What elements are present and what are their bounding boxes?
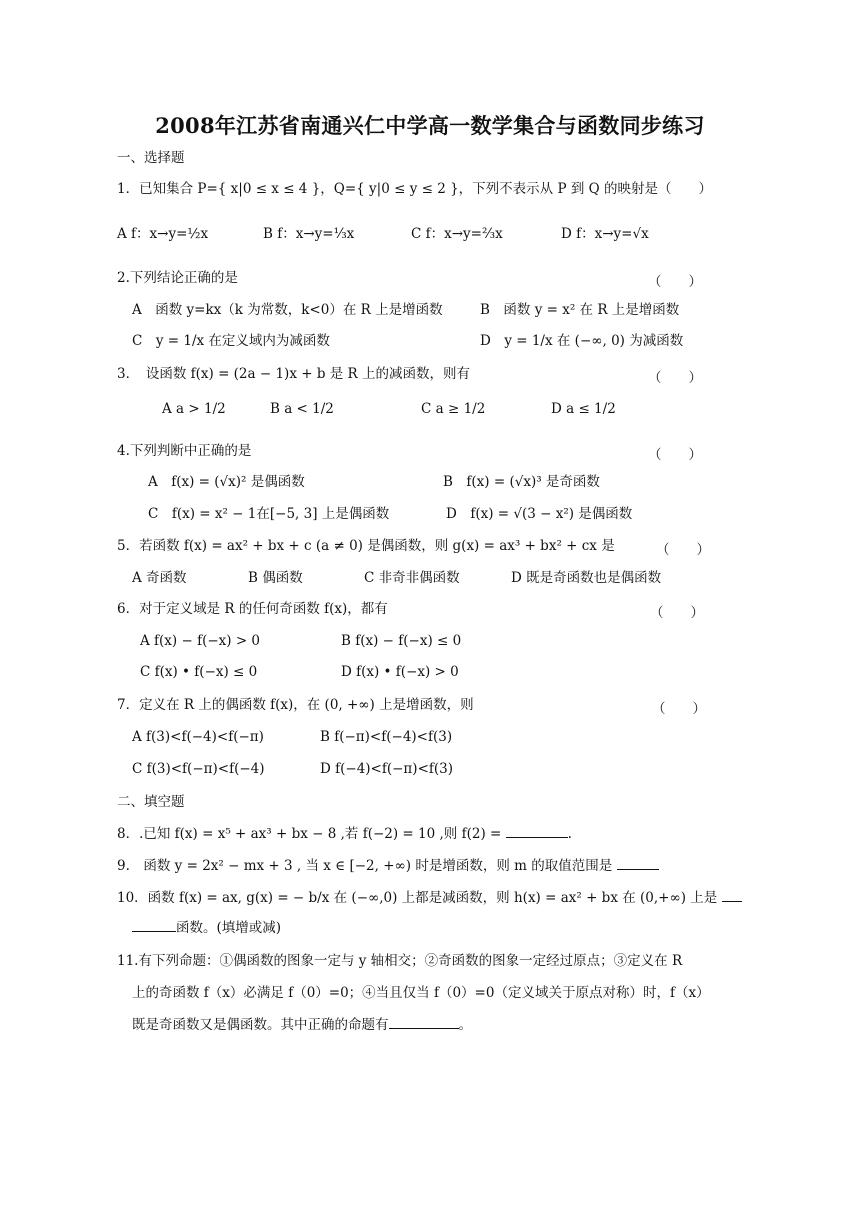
question-8-answer-blank[interactable] <box>506 825 568 838</box>
question-8-text: 8．.已知 f(x) = x⁵ + ax³ + bx − 8 ,若 f(−2) = 10 ,则 f(2) = <box>117 826 502 842</box>
question-5-answer-paren: （ ） <box>656 542 710 558</box>
question-2-answer-paren: （ ） <box>648 274 702 290</box>
question-2-stem: 2.下列结论正确的是 <box>117 270 238 286</box>
question-1-option-d: D f：x→y=√x <box>561 226 649 242</box>
question-1-option-c: C f：x→y=⅔x <box>411 226 503 242</box>
question-6-option-d: D f(x) • f(−x) > 0 <box>341 664 459 680</box>
question-10-answer-blank-start[interactable] <box>722 889 742 902</box>
question-11-text: 既是奇函数又是偶函数。其中正确的命题有 <box>132 1017 389 1033</box>
question-5-option-d: D 既是奇函数也是偶函数 <box>511 570 662 586</box>
section-fill-heading: 二、填空题 <box>117 794 185 810</box>
question-10-line-2 <box>132 919 281 936</box>
question-11-line-2: 上的奇函数 f（x）必满足 f（0）=0；④当且仅当 f（0）=0（定义域关于原点对称）时，f（x） <box>132 985 710 1001</box>
question-6-option-c: C f(x) • f(−x) ≤ 0 <box>140 664 258 680</box>
question-3-answer-paren: （ ） <box>648 370 702 386</box>
question-6-stem: 6．对于定义域是 R 的任何奇函数 f(x)，都有 <box>117 601 388 617</box>
question-6-option-b: B f(x) − f(−x) ≤ 0 <box>341 633 462 649</box>
question-4-option-b: B f(x) = (√x)³ 是奇函数 <box>443 474 600 490</box>
section-choice-heading: 一、选择题 <box>117 150 185 166</box>
question-6-option-a: A f(x) − f(−x) > 0 <box>140 633 261 649</box>
question-2-option-c: C y = 1/x 在定义域内为减函数 <box>132 333 330 349</box>
question-7-option-b: B f(−π)<f(−4)<f(3) <box>320 729 453 745</box>
question-7-option-c: C f(3)<f(−π)<f(−4) <box>132 761 265 777</box>
page-title: 2008年江苏省南通兴仁中学高一数学集合与函数同步练习 <box>155 113 705 138</box>
question-7-option-a: A f(3)<f(−4)<f(−π) <box>132 729 264 745</box>
question-1-option-a: A f：x→y=½x <box>117 226 209 242</box>
question-5-option-c: C 非奇非偶函数 <box>364 570 460 586</box>
question-4-answer-paren: （ ） <box>648 447 702 463</box>
question-4-option-d: D f(x) = √(3 − x²) 是偶函数 <box>446 506 633 522</box>
question-5-option-a: A 奇函数 <box>132 570 187 586</box>
question-11-line-3 <box>132 1016 472 1033</box>
question-3-option-a: A a > 1/2 <box>162 401 226 417</box>
question-4-stem: 4.下列判断中正确的是 <box>117 443 252 459</box>
question-10-text: 10．函数 f(x) = ax, g(x) = − b/x 在 (−∞,0) 上都是减函数，则 h(x) = ax² + bx 在 (0,+∞) 上是 <box>117 890 718 906</box>
question-2-option-a: A 函数 y=kx（k 为常数，k<0）在 R 上是增函数 <box>132 302 443 318</box>
question-11-answer-blank[interactable] <box>389 1016 459 1029</box>
question-7-stem: 7．定义在 R 上的偶函数 f(x)，在 (0, +∞) 上是增函数，则 <box>117 697 474 713</box>
question-10-line-1 <box>117 889 742 906</box>
question-11-end: 。 <box>458 1017 472 1033</box>
question-1-option-b: B f：x→y=⅓x <box>263 226 355 242</box>
question-2-option-b: B 函数 y = x² 在 R 上是增函数 <box>480 302 680 318</box>
question-5-stem: 5．若函数 f(x) = ax² + bx + c (a ≠ 0) 是偶函数，则 g(x) = ax³ + bx² + cx 是 <box>117 538 615 554</box>
question-11-line-1: 11.有下列命题：①偶函数的图象一定与 y 轴相交；②奇函数的图象一定经过原点；③定义在 R <box>117 953 683 969</box>
question-8 <box>117 825 572 842</box>
question-4-option-c: C f(x) = x² − 1在[−5, 3] 上是偶函数 <box>148 506 390 522</box>
question-8-end: . <box>567 826 572 842</box>
question-7-answer-paren: （ ） <box>652 701 706 717</box>
question-9-answer-blank[interactable] <box>617 857 659 870</box>
question-9-text: 9. 函数 y = 2x² − mx + 3 , 当 x ∈ [−2, +∞) 时是增函数，则 m 的取值范围是 <box>117 858 613 874</box>
question-4-option-a: A f(x) = (√x)² 是偶函数 <box>148 474 305 490</box>
question-9 <box>117 857 659 874</box>
question-3-option-b: B a < 1/2 <box>270 401 334 417</box>
question-5-option-b: B 偶函数 <box>248 570 303 586</box>
question-6-answer-paren: （ ） <box>650 605 704 621</box>
question-10-suffix: 函数。(填增或减) <box>176 920 282 936</box>
question-3-stem: 3． 设函数 f(x) = (2a − 1)x + b 是 R 上的减函数，则有 <box>117 366 471 382</box>
question-7-option-d: D f(−4)<f(−π)<f(3) <box>320 761 454 777</box>
question-1-stem: 1．已知集合 P={ x|0 ≤ x ≤ 4 }，Q={ y|0 ≤ y ≤ 2 }，下列不表示从 P 到 Q 的映射是（ ） <box>117 181 713 197</box>
question-3-option-c: C a ≥ 1/2 <box>421 401 486 417</box>
question-10-answer-blank[interactable] <box>132 919 176 932</box>
question-3-option-d: D a ≤ 1/2 <box>551 401 616 417</box>
question-2-option-d: D y = 1/x 在 (−∞, 0) 为减函数 <box>480 333 684 349</box>
